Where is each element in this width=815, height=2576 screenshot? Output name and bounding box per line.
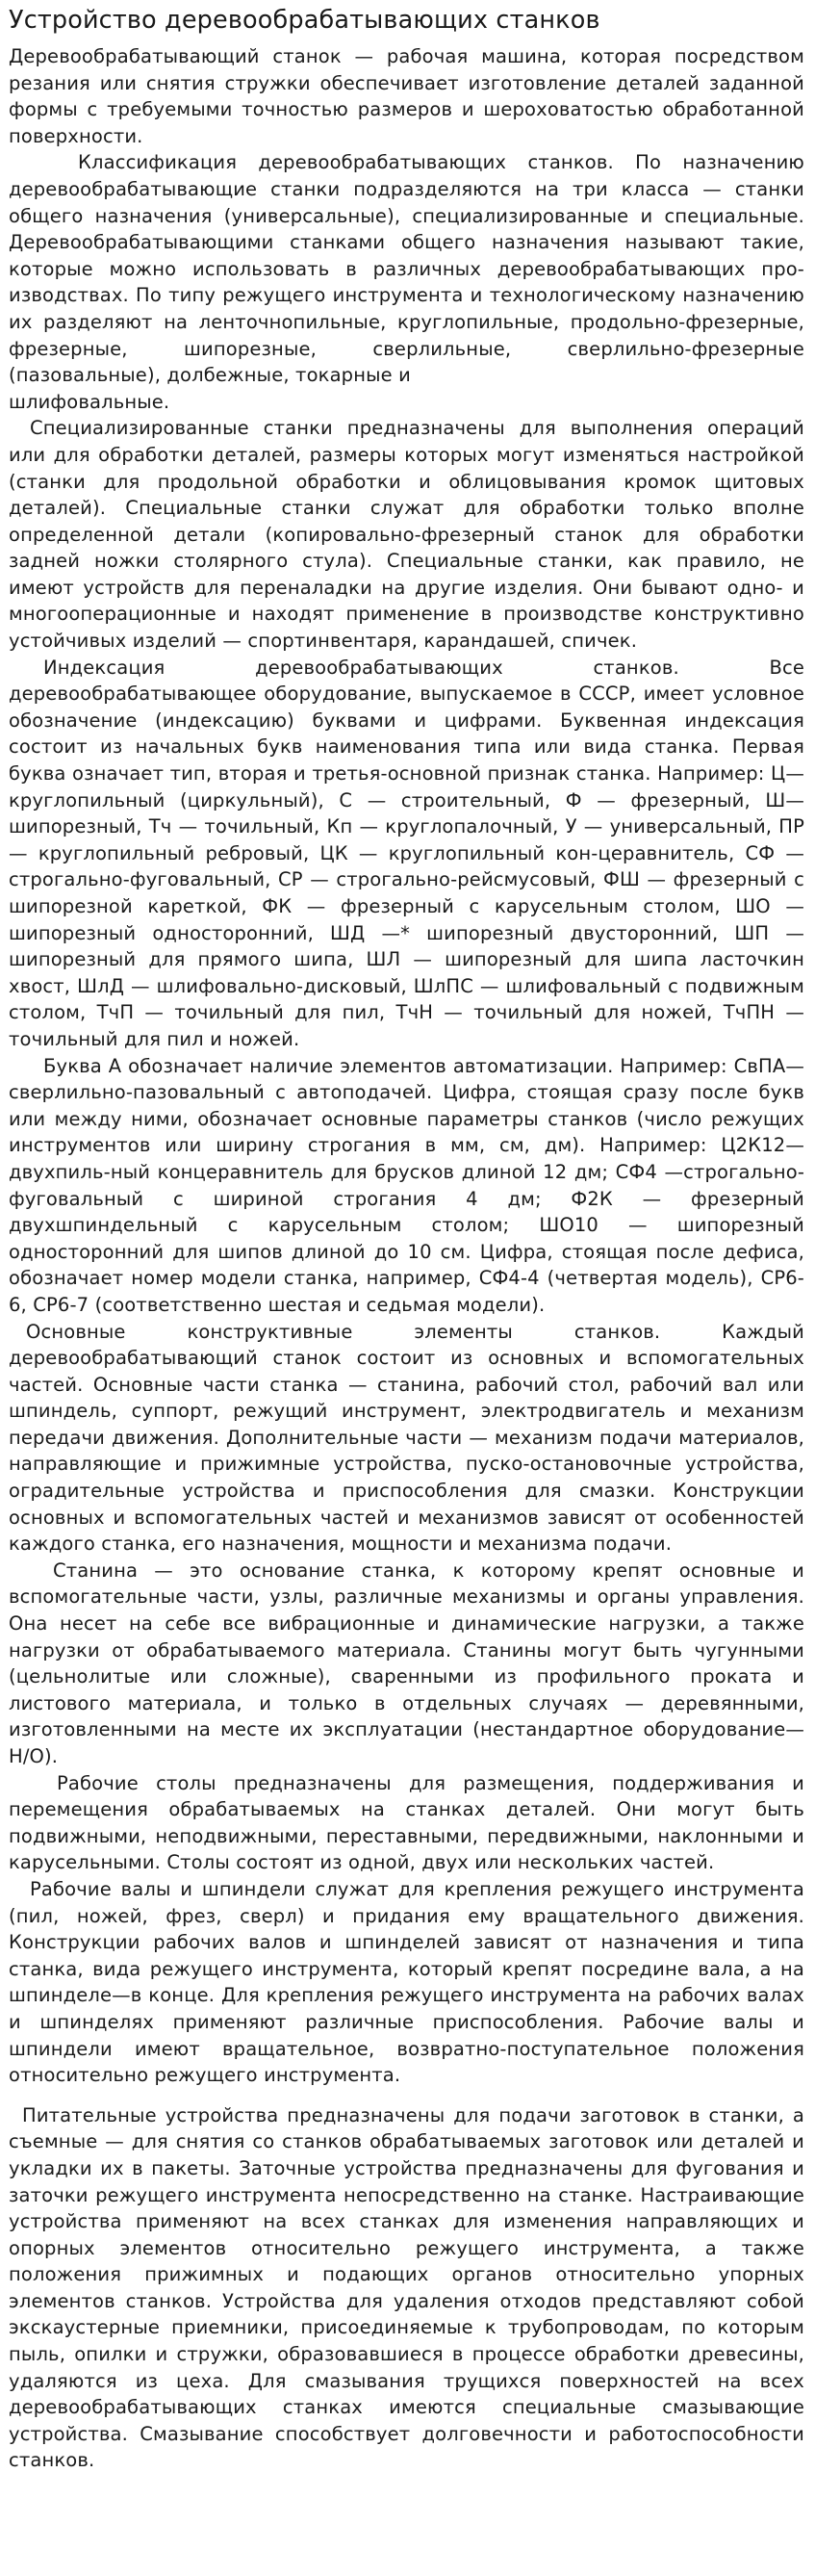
- paragraph-spacer: [9, 2089, 804, 2102]
- paragraph-definition: Деревообрабатывающий станок — рабочая машина, которая посредством резания или снятия стружки обеспечивает изготовление деталей заданной формы с требуемыми точностью размеров и шероховатостью обработанной поверхности.: [9, 45, 804, 147]
- paragraph-letter-a: Буква А обозначает наличие элементов автоматизации. Например: СвПА—сверлильно-пазовальный с автоподачей. Цифра, стоящая сразу после букв или между ними, обозначает основные параметры станков (число режущих инструментов или ширину строгания в мм, см, дм). Например: Ц2К12—двухпиль-ный концеравнитель для брусков длиной 12 дм; СФ4 —строгально-фуговальный с шириной строгания 4 дм; Ф2К — фрезерный двухшпиндельный с карусельным столом; ШО10 — шипорезный односторонний для шипов длиной до 10 см. Цифра, стоящая после дефиса, обозначает номер модели станка, например, СФ4-4 (четвертая модель), СР6-6, СР6-7 (соответственно шестая и седьмая модели).: [9, 1054, 804, 1316]
- paragraph-specialized: Специализированные станки предназначены для выполнения операций или для обработки деталей, размеры которых могут изменяться настройкой (станки для продольной обработки и облицовывания кромок щитовых деталей). Специальные станки служат для обработки только вполне определенной детали (копировально-фрезерный станок для обработки задней ножки столярного стула). Специальные станки, как правило, не имеют устройств для переналадки на другие изделия. Они бывают одно- и многооперационные и находят применение в производстве конструктивно устойчивых изделий — спортинвентаря, карандашей, спичек.: [9, 417, 804, 653]
- page-title: Устройство деревообрабатывающих станков: [9, 6, 600, 35]
- paragraph-construction: Основные конструктивные элементы станков. Каждый деревообрабатывающий станок состоит из основных и вспомогательных частей. Основные части станка — станина, рабочий стол, рабочий вал или шпиндель, суппорт, режущий инструмент, электродвигатель и механизм передачи движения. Дополнительные части — механизм подачи материалов, направляющие и прижимные устройства, пуско-остановочные устройства, оградительные устройства и приспособления для смазки. Конструкции основных и вспомогательных частей и механизмов зависят от особенностей каждого станка, его назначения, мощности и механизма подачи.: [9, 1320, 804, 1556]
- paragraph-tables: Рабочие столы предназначены для размещения, поддерживания и перемещения обрабатываемых на станках деталей. Они могут быть подвижными, неподвижными, переставными, передвижными, наклонными и карусельными. Столы состоят из одной, двух или нескольких частей.: [9, 1771, 804, 1874]
- document-page: [9, 0, 804, 2474]
- paragraph-classification: Классификация деревообрабатывающих станков. По назначению деревообрабатывающие станки подразделяются на три класса — станки общего назначения (универсальные), специализированные и специальные. Деревообрабатывающими станками общего назначения называют такие, которые можно использовать в различных деревообрабатывающих про-изводствах. По типу режущего инструмента и технологическому назначению их разделяют на ленточнопильные, круглопильные, продольно-фрезерные, фрезерные, шипорезные, сверлильные, сверлильно-фрезерные (пазовальные), долбежные, токарные и: [9, 151, 804, 387]
- paragraph-classification-end: шлифовальные.: [9, 390, 170, 413]
- paragraph-bed: Станина — это основание станка, к которому крепят основные и вспомогательные части, узлы, различные механизмы и органы управления. Она несет на себе все вибрационные и динамические нагрузки, а также нагрузки от обрабатываемого материала. Станины могут быть чугунными (цельнолитые или сложные), сваренными из профильного проката и листового материала, и только в отдельных случаях — деревянными, изготовленными на месте их эксплуатации (нестандартное оборудование— Н/О).: [9, 1558, 804, 1767]
- paragraph-devices: Питательные устройства предназначены для подачи заготовок в станки, а съемные — для снятия со станков обрабатываемых заготовок или деталей и укладки их в пакеты. Заточные устройства предназначены для фугования и заточки режущего инструмента непосредственно на станке. Настраивающие устройства применяют на всех станках для изменения направляющих и опорных элементов относительно режущего инструмента, а также положения прижимных и подающих органов относительно упорных элементов станков. Устройства для удаления отходов представляют собой экскаустерные приемники, присоединяемые к трубопроводам, по которым пыль, опилки и стружки, образовавшиеся в процессе обработки древесины, удаляются из цеха. Для смазывания трущихся поверхностей на всех деревообрабатывающих станках имеются специальные смазывающие устройства. Смазывание способствует долговечности и работоспособности станков.: [9, 2103, 804, 2472]
- paragraph-indexing: Индексация деревообрабатывающих станков. Все деревообрабатывающее оборудование, выпускаемое в СССР, имеет условное обозначение (индексацию) буквами и цифрами. Буквенная индексация состоит из начальных букв наименования типа или вида станка. Первая буква означает тип, вторая и третья-основной признак станка. Например: Ц—круглопильный (циркульный), С — строительный, Ф — фрезерный, Ш—шипорезный, Тч — точильный, Кп — круглопалочный, У — универсальный, ПР — круглопильный ребровый, ЦК — круглопильный кон-церавнитель, СФ — строгально-фуговальный, СР — строгально-рейсмусовый, ФШ — фрезерный с шипорезной кареткой, ФК — фрезерный с карусельным столом, ШО — шипорезный односторонний, ШД —* шипорезный двусторонний, ШП — шипорезный для прямого шипа, ШЛ — шипорезный для шипа ласточкин хвост, ШлД — шлифовально-дисковый, ШлПС — шлифовальный с подвижным столом, ТчП — точильный для пил, ТчН — точильный для ножей, ТчПН — точильный для пил и ножей.: [9, 656, 804, 1050]
- paragraph-shafts: Рабочие валы и шпиндели служат для крепления режущего инструмента (пил, ножей, фрез, сверл) и придания ему вращательного движения. Конструкции рабочих валов и шпинделей зависят от назначения и типа станка, вида режущего инструмента, который крепят посредине вала, а на шпинделе—в конце. Для крепления режущего инструмента на рабочих валах и шпинделях применяют различные приспособления. Рабочие валы и шпиндели имеют вращательное, возвратно-поступательное положения относительно режущего инструмента.: [9, 1877, 804, 2087]
